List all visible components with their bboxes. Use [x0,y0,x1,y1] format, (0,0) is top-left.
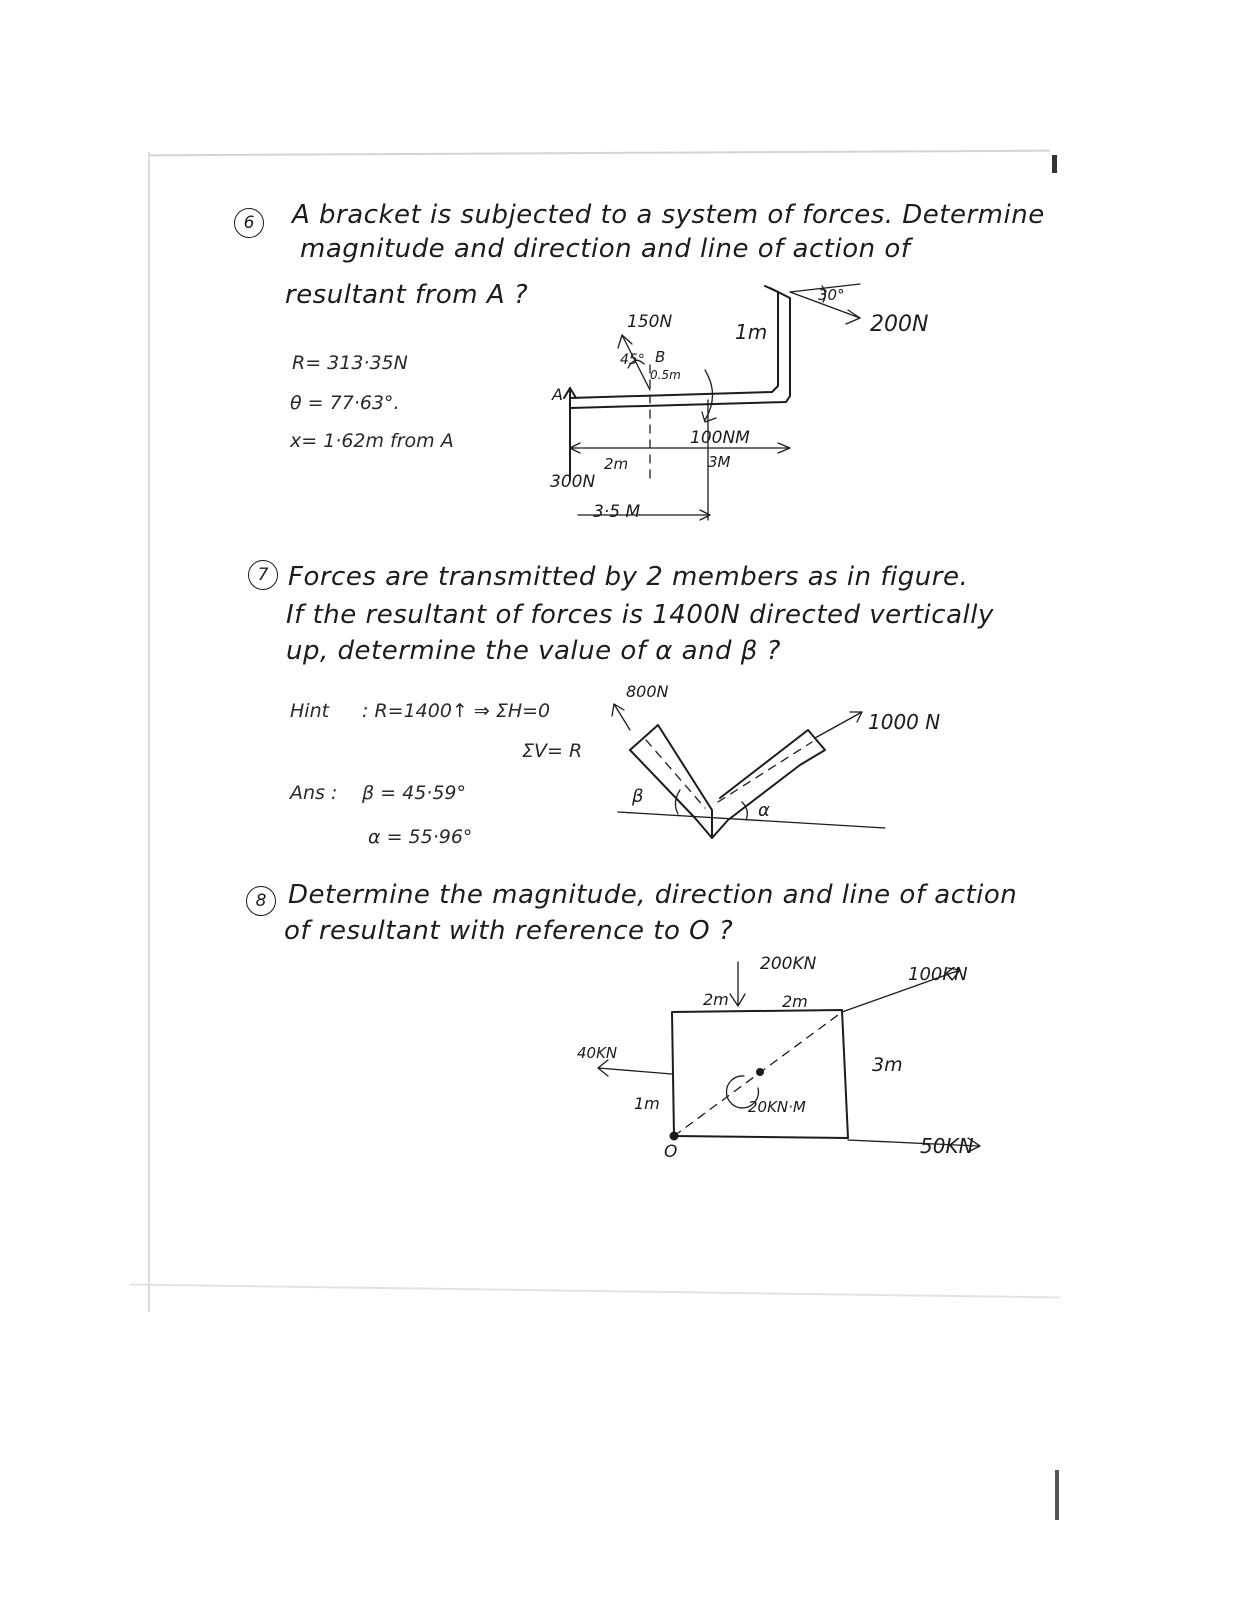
q7-hint-equation-2: ΣV= R [522,740,583,762]
q6-label-100nm: 100NM [690,428,750,448]
question-6-number: 6 [234,208,264,238]
q8-label-3m: 3m [872,1054,903,1076]
q6-label-3-5m: 3·5 M [593,502,641,522]
q7-label-alpha: α [758,800,770,821]
bracket-beam [570,286,790,408]
q7-label-800n: 800N [626,682,669,701]
question-8-line-1: Determine the magnitude, direction and line of action [288,880,1018,910]
q6-answer-angle: θ = 77·63°. [290,392,400,414]
q8-label-50kn: 50KN [920,1134,974,1158]
question-6-line-3: resultant from A ? [285,280,529,310]
question-8-line-2: of resultant with reference to O ? [284,916,734,946]
arrowhead-200n [846,310,860,324]
question-8-number: 8 [246,886,276,916]
arrow-800n [614,704,630,730]
question-7-line-3: up, determine the value of α and β ? [286,636,781,666]
q6-label-2m: 2m [604,455,629,473]
q6-label-3m: 3M [708,453,731,471]
q8-label-origin: O [664,1142,678,1162]
q7-hint-equation-1: : R=1400↑ ⇒ ΣH=0 [362,700,551,722]
q6-label-45deg: 45° [620,352,645,368]
q7-label-1000n: 1000 N [868,710,941,734]
question-7-line-2: If the resultant of forces is 1400N directed vertically [286,600,994,630]
q6-label-30deg: 30° [818,286,845,304]
q8-label-20knm: 20KN·M [748,1098,806,1116]
q6-label-200n: 200N [870,312,929,337]
v-members [630,730,825,838]
arrow-40kn [598,1068,672,1074]
q8-label-2m-left: 2m [703,990,729,1009]
q7-answer-alpha: α = 55·96° [368,826,473,848]
question-6-line-2: magnitude and direction and line of action of [300,234,911,264]
question-7-line-1: Forces are transmitted by 2 members as in figure. [288,562,969,592]
q8-label-40kn: 40KN [577,1044,618,1062]
q6-label-a: A [552,385,563,404]
q6-label-0-5m: 0.5m [650,368,681,382]
q7-hint-label: Hint [290,700,330,722]
q7-label-beta: β [632,786,644,807]
q7-members-figure [600,690,900,860]
q7-answer-label: Ans : [290,782,338,804]
moment-center-dot [757,1069,763,1075]
moment-arc [705,370,713,420]
q6-label-150n: 150N [627,312,673,332]
q6-label-1m: 1m [735,320,768,344]
q8-plate-figure [580,960,1000,1160]
question-7-number: 7 [248,560,278,590]
origin-point [671,1133,678,1140]
q8-label-100kn: 100KN [908,964,968,985]
q6-answer-distance: x= 1·62m from A [290,430,454,452]
paper-edge-mark [1055,1470,1059,1520]
q6-label-b: B [655,348,666,366]
paper-edge-mark [1052,155,1057,173]
q6-answer-resultant: R= 313·35N [292,352,408,374]
paper-edge-top [150,150,1050,157]
member-right-centerline [718,742,812,802]
q8-label-200kn: 200KN [760,954,817,974]
member-left [630,725,712,838]
arrow-1000n [815,712,862,738]
q8-label-1m: 1m [634,1094,660,1113]
q6-label-300n: 300N [550,472,596,492]
q7-answer-beta: β = 45·59° [362,782,467,804]
paper-edge-bottom [130,1284,1060,1299]
paper-edge-left [148,152,150,1312]
q8-label-2m-right: 2m [782,992,808,1011]
ground-line [618,812,885,828]
question-6-line-1: A bracket is subjected to a system of forces. Determine [292,200,1045,230]
